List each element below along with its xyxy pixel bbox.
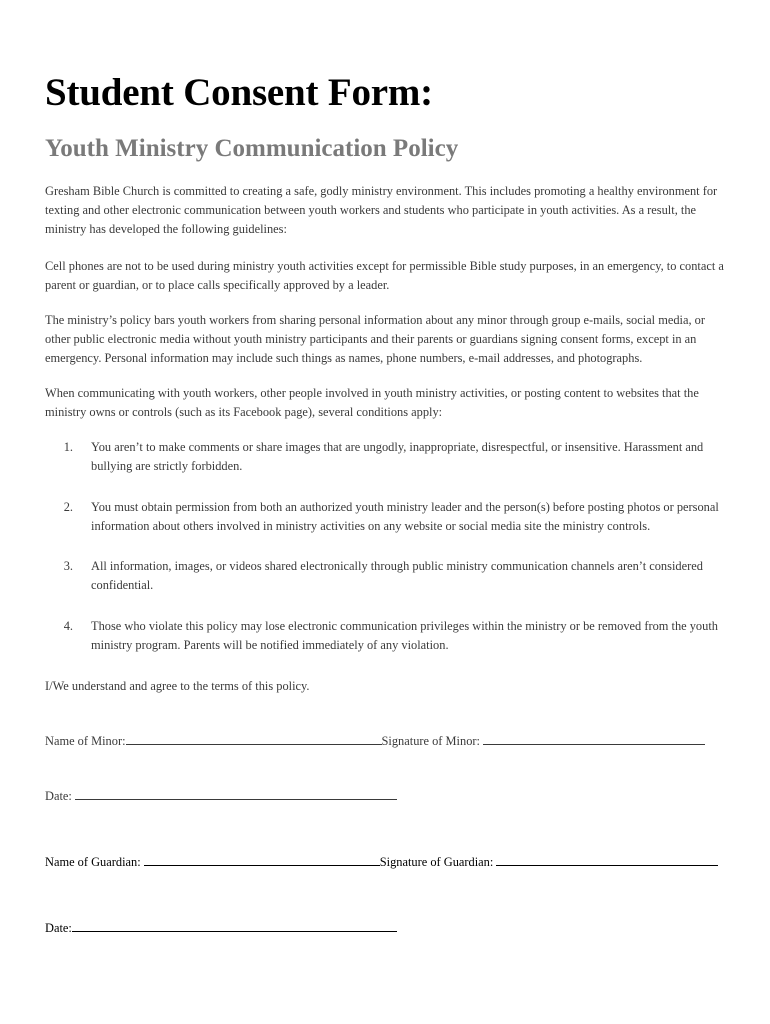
page-subtitle: Youth Ministry Communication Policy [45,135,459,162]
signature-of-guardian-label: Signature of Guardian: [379,855,497,869]
cell-phone-paragraph: Cell phones are not to be used during ministry youth activities except for permissible Bible study purposes, in an emergency, to contact a parent or guardian, or to place calls specifically approved by a leader. [45,259,724,293]
name-of-minor-field[interactable] [126,731,382,745]
condition-number: 4. [63,619,73,633]
date-minor-label: Date: [45,789,75,803]
condition-text: You must obtain permission from both an authorized youth ministry leader and the person(s) before posting photos or personal information about others involved in ministry activities on any website or social media site the ministry controls. [91,500,719,534]
condition-number: 3. [63,559,73,573]
conditions-intro-paragraph: When communicating with youth workers, other people involved in youth ministry activities, or posting content to websites that the ministry owns or controls (such as its Facebook page), several conditions apply: [45,386,699,420]
date-guardian-label: Date: [45,921,72,935]
name-of-guardian-field[interactable] [144,852,380,866]
condition-text: You aren’t to make comments or share images that are ungodly, inappropriate, disrespectful, or insensitive. Harassment and bullying are strictly forbidden. [91,440,704,474]
signature-of-minor-field[interactable] [483,731,705,745]
page-title: Student Consent Form: [45,71,433,114]
minor-date-row [45,786,397,806]
date-guardian-field[interactable] [72,918,397,932]
condition-text: Those who violate this policy may lose electronic communication privileges within the ministry or be removed from the youth ministry program. Parents will be notified immediately of any violation. [91,619,718,653]
personal-info-paragraph: The ministry’s policy bars youth workers from sharing personal information about any minor through group e-mails, social media, or other public electronic media without youth ministry participants and their parents or guardians signing consent forms, except in an emergency. Personal information may include such things as names, phone numbers, e-mail addresses, and photographs. [45,313,706,366]
date-minor-field[interactable] [75,786,397,800]
minor-signature-row [45,731,705,751]
guardian-signature-row [45,852,718,872]
condition-number: 2. [63,500,73,514]
name-of-guardian-label: Name of Guardian: [45,855,144,869]
agreement-statement: I/We understand and agree to the terms of this policy. [45,679,310,693]
signature-of-minor-label: Signature of Minor: [381,734,484,748]
signature-of-guardian-field[interactable] [496,852,718,866]
condition-text: All information, images, or videos shared electronically through public ministry communication channels aren’t considered confidential. [91,559,703,593]
guardian-date-row [45,918,397,938]
intro-paragraph: Gresham Bible Church is committed to creating a safe, godly ministry environment. This includes promoting a healthy environment for texting and other electronic communication between youth workers and students who participate in youth activities. As a result, the ministry has developed the following guidelines: [45,184,718,237]
name-of-minor-label: Name of Minor: [45,734,126,748]
condition-number: 1. [63,440,73,454]
